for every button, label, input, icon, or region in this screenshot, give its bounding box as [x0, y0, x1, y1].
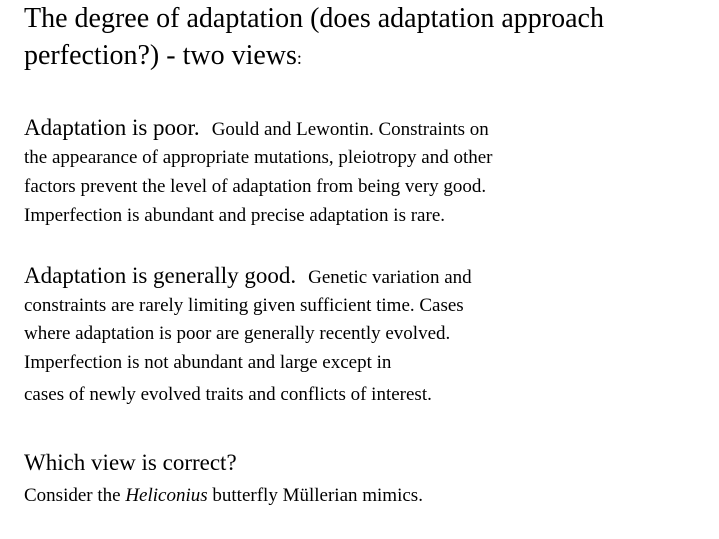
view-good-line-5: cases of newly evolved traits and conflicts of interest.: [24, 384, 432, 405]
view-good-line-2: constraints are rarely limiting given sufficient time. Cases: [24, 295, 464, 316]
view-good-line-4: Imperfection is not abundant and large except in: [24, 352, 392, 373]
view-poor-heading: Adaptation is poor.: [24, 115, 200, 140]
view-poor-line-1: [24, 116, 489, 139]
view-poor-text-1: Gould and Lewontin. Constraints on: [211, 119, 489, 140]
view-good-text-1: Genetic variation and: [308, 267, 472, 288]
slide-title-colon: :: [296, 48, 302, 68]
view-poor-line-4: Imperfection is abundant and precise adaptation is rare.: [24, 205, 445, 226]
question-heading: Which view is correct?: [24, 450, 237, 475]
question-suffix: butterfly Müllerian mimics.: [207, 485, 423, 506]
slide-title-line-1: [24, 5, 604, 33]
question-prefix: Consider the: [24, 485, 126, 506]
view-poor-line-3: factors prevent the level of adaptation from being very good.: [24, 176, 487, 197]
question-line: [24, 486, 423, 505]
slide-title-text-1: The degree of adaptation (does adaptation approach: [24, 3, 604, 34]
view-good-line-3: where adaptation is poor are generally recently evolved.: [24, 323, 451, 344]
view-poor-line-2: the appearance of appropriate mutations, pleiotropy and other: [24, 147, 493, 168]
slide-title-line-2: [24, 42, 302, 70]
view-good-heading: Adaptation is generally good.: [24, 263, 297, 288]
question-genus: Heliconius: [125, 485, 208, 506]
view-good-line-1: [24, 264, 472, 287]
slide-title-text-2: perfection?) - two views: [24, 40, 297, 71]
